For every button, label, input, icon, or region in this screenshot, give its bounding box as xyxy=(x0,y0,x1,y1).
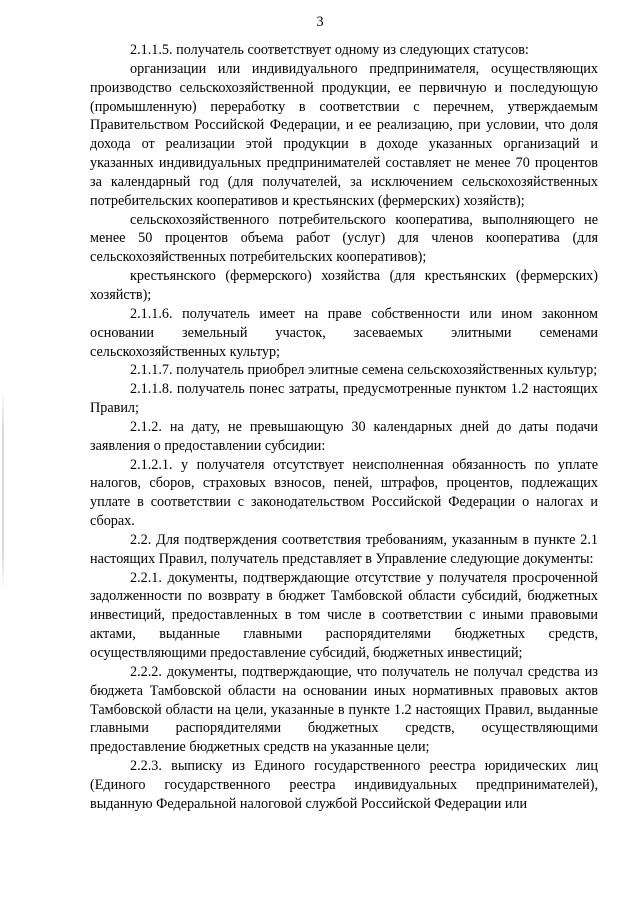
paragraph-2-1-2-1: 2.1.2.1. у получателя отсутствует неисполненная обязанность по уплате налогов, сборов, страховых взносов, пеней, штрафов, процентов, подлежащих уплате в соответствии с законодательством Российской Федерации о налогах и сборах. xyxy=(90,456,598,530)
paragraph-2-2-1: 2.2.1. документы, подтверждающие отсутствие у получателя просроченной задолженности по возврату в бюджет Тамбовской области субсидий, бюджетных инвестиций, предоставленных в том числе в соответствии с иными правовыми актами, выданные главными распорядителями бюджетных средств, осуществляющими предоставление субсидий, бюджетных инвестиций; xyxy=(90,569,598,661)
paragraph-2-2-2: 2.2.2. документы, подтверждающие, что получатель не получал средства из бюджета Тамбовской области на основании иных нормативных правовых актов Тамбовской области на цели, указанные в пункте 1.2 настоящих Правил, выданные главными распорядителями бюджетных средств, осуществляющими предоставление бюджетных средств на указанные цели; xyxy=(90,663,598,756)
paragraph-2-1-1-5: 2.1.1.5. получатель соответствует одному из следующих статусов: xyxy=(130,42,529,58)
paragraph-2-2-3: 2.2.3. выписку из Единого государственного реестра юридических лиц (Единого государственного реестра индивидуальных предпринимателей), выданную Федеральной налоговой службой Российской Федерации или xyxy=(90,758,598,812)
page-number: 3 xyxy=(316,14,324,30)
paragraph-status-organization: организации или индивидуального предпринимателя, осуществляющих производство сельскохозяйственной продукции, ее первичную и последующую (промышленную) переработку в соответствии с перечнем, утверждаемым Правительством Российской Федерации, и ее реализацию, при условии, что доля дохода от реализации этой продукции в доходе указанных организаций и указанных индивидуальных предпринимателей составляет не менее 70 процентов за календарный год (для получателей, за исключением сельскохозяйственных потребительских кооперативов и крестьянских (фермерских) хозяйств); xyxy=(90,60,598,209)
paragraph-status-cooperative: сельскохозяйственного потребительского кооператива, выполняющего не менее 50 процентов объема работ (услуг) для членов кооператива (для сельскохозяйственных потребительских кооперативов); xyxy=(90,211,598,266)
paragraph-2-2: 2.2. Для подтверждения соответствия требованиям, указанным в пункте 2.1 настоящих Правил, получатель представляет в Управление следующие документы: xyxy=(90,531,598,567)
paragraph-2-1-1-7: 2.1.1.7. получатель приобрел элитные семена сельскохозяйственных культур; xyxy=(130,362,598,379)
paragraph-2-1-1-8: 2.1.1.8. получатель понес затраты, предусмотренные пунктом 1.2 настоящих Правил; xyxy=(90,381,598,417)
paragraph-status-farm: крестьянского (фермерского) хозяйства (для крестьянских (фермерских) хозяйств); xyxy=(90,268,598,303)
document-body xyxy=(90,41,598,814)
paragraph-2-1-2: 2.1.2. на дату, не превышающую 30 календарных дней до даты подачи заявления о предоставлении субсидии: xyxy=(90,418,598,454)
scan-edge-mark xyxy=(2,390,4,590)
paragraph-2-1-1-6: 2.1.1.6. получатель имеет на праве собственности или ином законном основании земельный участок, засеваемых элитными семенами сельскохозяйственных культур; xyxy=(90,305,598,360)
